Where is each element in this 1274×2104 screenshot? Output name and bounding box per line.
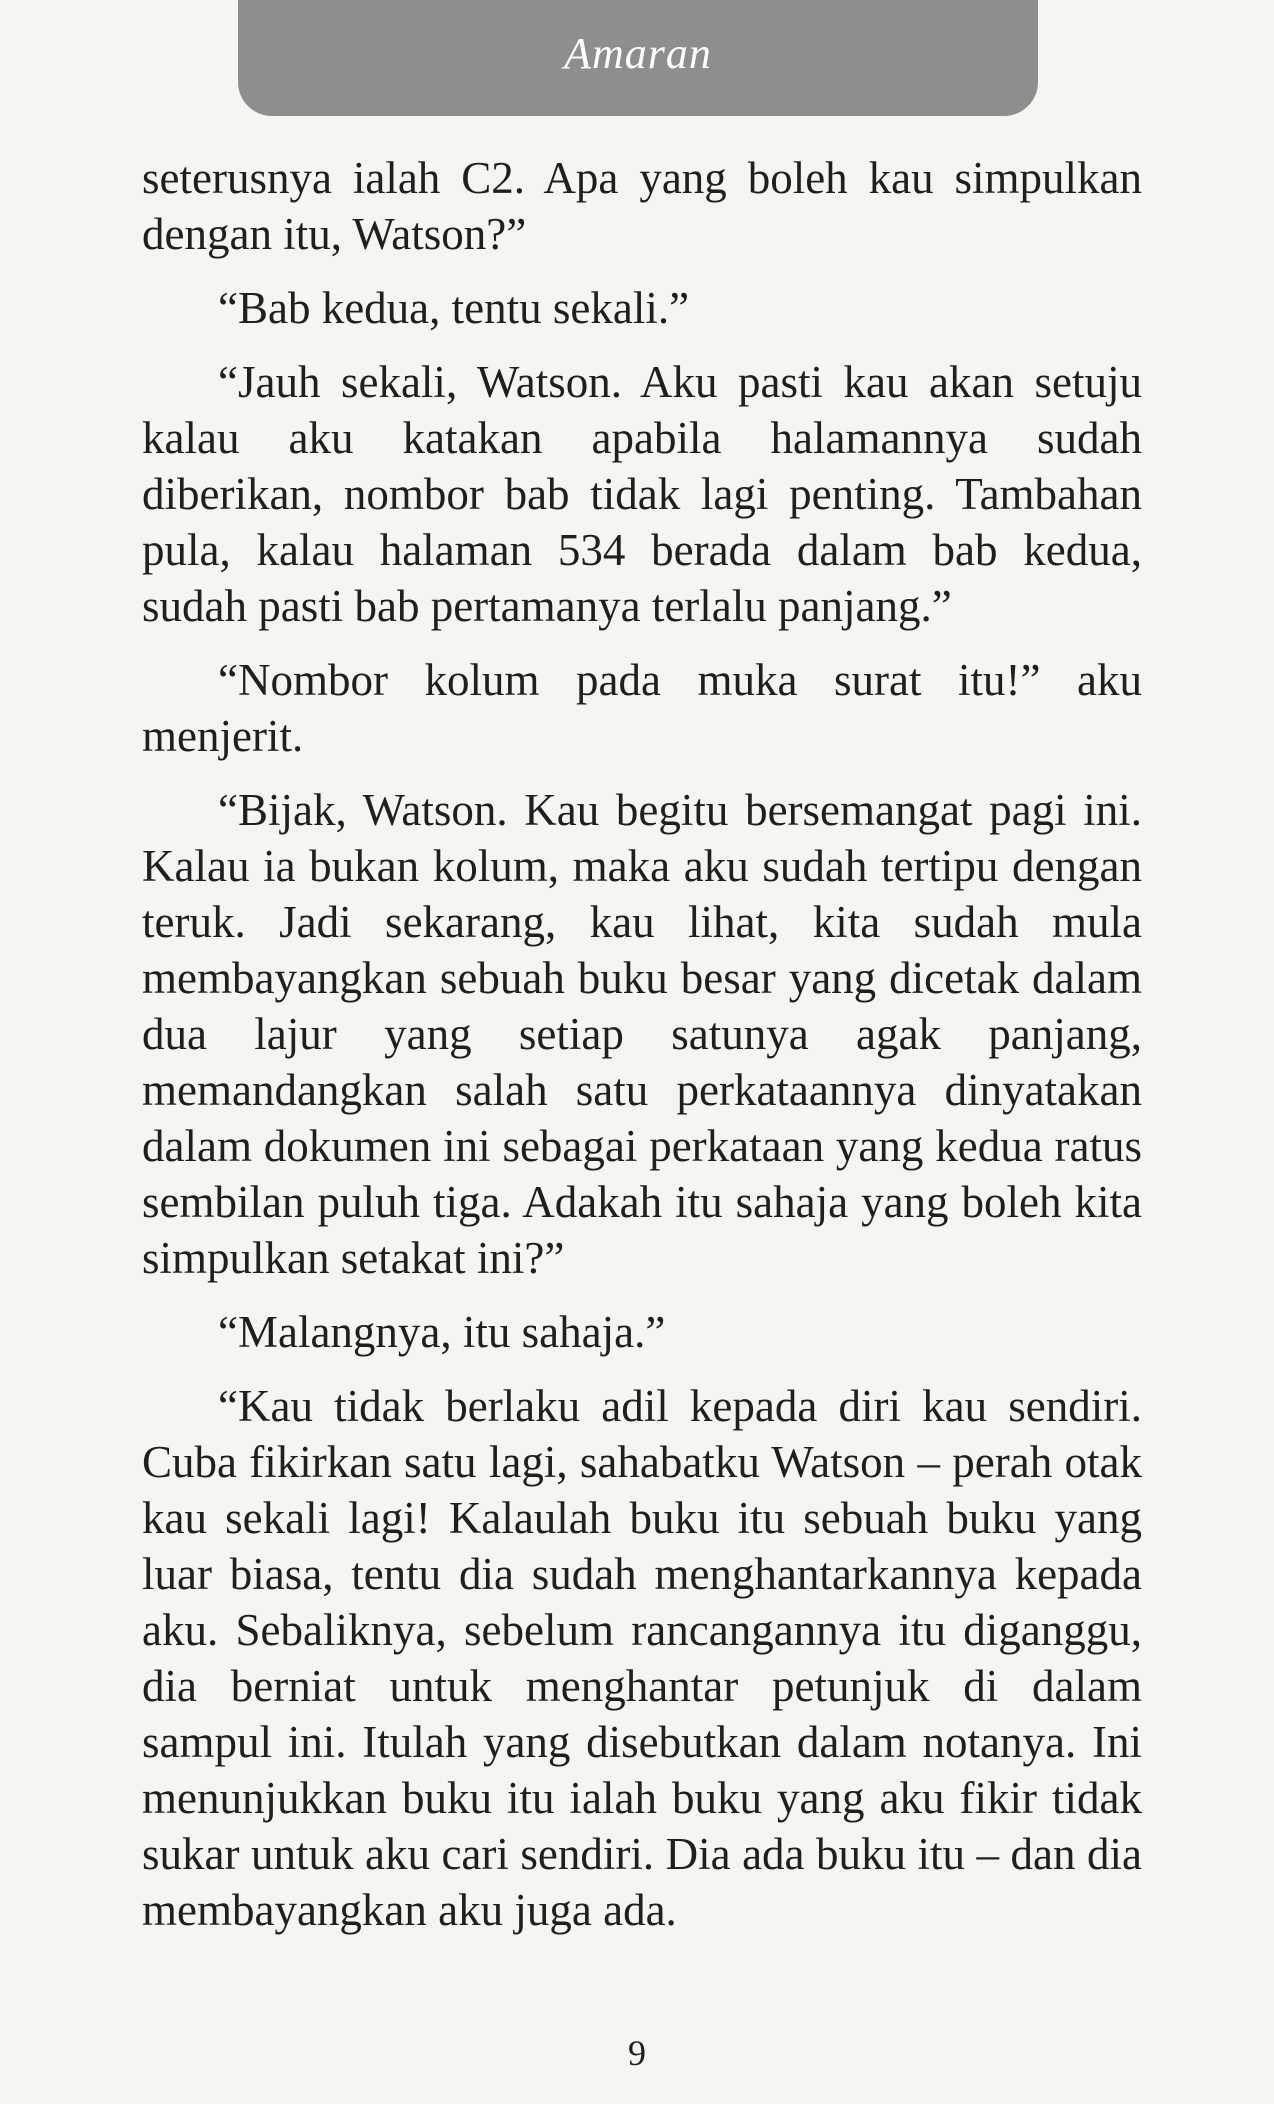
chapter-title: Amaran xyxy=(564,28,712,78)
paragraph: “Bab kedua, tentu sekali.” xyxy=(218,283,690,333)
page-number: 9 xyxy=(628,2033,646,2073)
paragraph: “Kau tidak berlaku adil kepada diri kau sendiri. Cuba fikirkan satu lagi, sahabatku Watson – perah otak kau sekali lagi! Kalaulah buku itu sebuah buku yang luar biasa, tentu dia sudah menghantarkannya kepada aku. Sebaliknya, sebelum rancangannya itu diganggu, dia berniat untuk menghantar petunjuk di dalam sampul ini. Itulah yang disebutkan dalam notanya. Ini menunjukkan buku itu ialah buku yang aku fikir tidak sukar untuk aku cari sendiri. Dia ada buku itu – dan dia membayangkan aku juga ada. xyxy=(142,1381,1142,1935)
running-header xyxy=(238,0,1038,116)
body-text xyxy=(142,150,1142,2010)
paragraph: “Bijak, Watson. Kau begitu bersemangat pagi ini. Kalau ia bukan kolum, maka aku sudah tertipu dengan teruk. Jadi sekarang, kau lihat, kita sudah mula membayangkan sebuah buku besar yang dicetak dalam dua lajur yang setiap satunya agak panjang, memandangkan salah satu perkataannya dinyatakan dalam dokumen ini sebagai perkataan yang kedua ratus sembilan puluh tiga. Adakah itu sahaja yang boleh kita simpulkan setakat ini?” xyxy=(142,785,1142,1283)
paragraph: “Nombor kolum pada muka surat itu!” aku menjerit. xyxy=(142,655,1142,761)
paragraph: seterusnya ialah C2. Apa yang boleh kau simpulkan dengan itu, Watson?” xyxy=(142,153,1142,259)
paragraph: “Malangnya, itu sahaja.” xyxy=(218,1307,666,1357)
paragraph: “Jauh sekali, Watson. Aku pasti kau akan setuju kalau aku katakan apabila halamannya sudah diberikan, nombor bab tidak lagi penting. Tambahan pula, kalau halaman 534 berada dalam bab kedua, sudah pasti bab pertamanya terlalu panjang.” xyxy=(142,357,1142,631)
